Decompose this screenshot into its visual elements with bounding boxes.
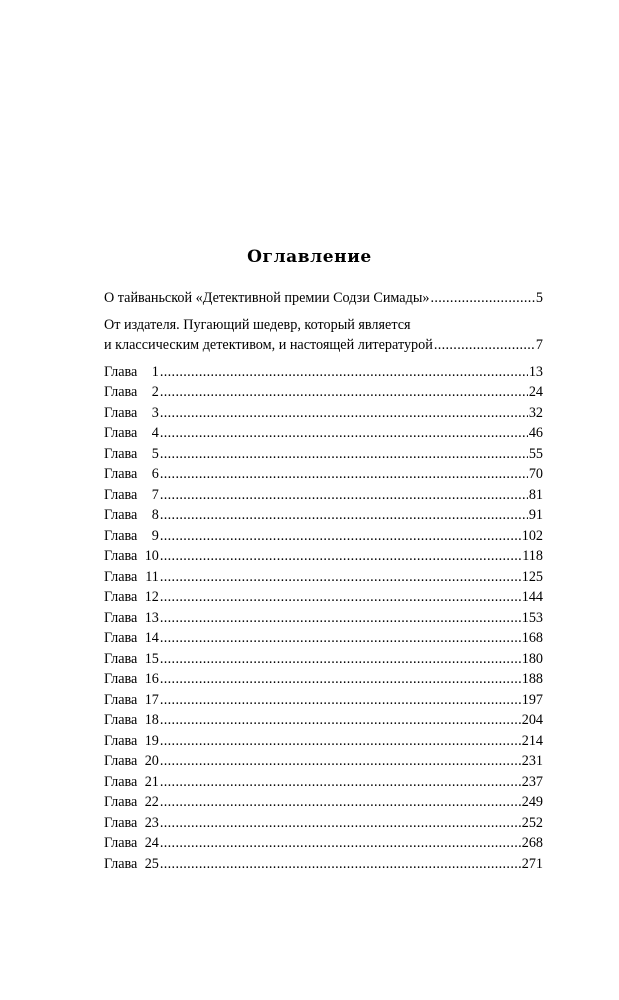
dot-leader — [160, 813, 521, 834]
toc-page-number: 24 — [528, 384, 543, 400]
chapter-word: Глава — [104, 671, 138, 687]
chapter-number: 23 — [144, 814, 159, 831]
toc-entry-chapter — [104, 751, 543, 772]
toc-page-number: 7 — [535, 337, 543, 353]
dot-leader — [160, 731, 521, 752]
toc-entry-label — [104, 751, 159, 772]
chapter-number: 8 — [151, 507, 159, 523]
toc-page-number: 55 — [528, 445, 543, 462]
chapter-number: 21 — [144, 773, 159, 790]
chapter-number: 10 — [144, 548, 159, 564]
toc-entry-label — [104, 362, 159, 383]
dot-leader — [160, 690, 521, 711]
dot-leader — [160, 505, 528, 526]
toc-entry-chapter — [104, 608, 543, 629]
chapter-number: 17 — [144, 691, 159, 708]
chapter-word: Глава — [104, 568, 138, 585]
chapter-number: 3 — [151, 404, 159, 421]
chapter-word: Глава — [104, 486, 138, 503]
toc-entry-label — [104, 608, 159, 629]
toc-entry-chapter — [104, 464, 543, 485]
dot-leader — [160, 608, 521, 629]
dot-leader — [160, 567, 521, 588]
dot-leader — [160, 669, 521, 690]
dot-leader — [160, 423, 528, 444]
toc-page-number: 180 — [521, 650, 543, 667]
dot-leader — [160, 710, 521, 731]
toc-entry-chapter — [104, 546, 543, 567]
chapter-word: Глава — [104, 630, 138, 646]
toc-entry-label — [104, 485, 159, 506]
dot-leader — [160, 854, 521, 875]
dot-leader — [160, 649, 521, 670]
chapter-word: Глава — [104, 425, 138, 441]
chapter-word: Глава — [104, 363, 138, 380]
chapter-number: 20 — [144, 753, 159, 769]
toc-entry-chapter — [104, 792, 543, 813]
toc-entry-chapter — [104, 362, 543, 383]
dot-leader — [160, 792, 521, 813]
toc-page-number: 237 — [521, 773, 543, 790]
toc-page-number: 70 — [528, 466, 543, 482]
toc-entry-label — [104, 587, 159, 608]
chapter-word: Глава — [104, 548, 138, 564]
toc-entry-chapter — [104, 628, 543, 649]
toc-page-number: 5 — [535, 290, 543, 306]
toc-entry-chapter — [104, 813, 543, 834]
toc-entry-label — [104, 444, 159, 465]
toc-entry-label — [104, 792, 159, 813]
chapter-word: Глава — [104, 609, 138, 626]
toc-entry-label — [104, 382, 159, 403]
chapter-number: 14 — [144, 630, 159, 646]
chapter-number: 9 — [151, 527, 159, 544]
toc-page-number: 249 — [521, 794, 543, 810]
toc-page-number: 125 — [521, 568, 543, 585]
chapter-number: 25 — [144, 855, 159, 872]
chapter-number: 12 — [144, 589, 159, 605]
toc-entry-chapter — [104, 854, 543, 875]
chapter-number: 13 — [144, 609, 159, 626]
toc-entry-label — [104, 854, 159, 875]
toc-entry-label — [104, 833, 159, 854]
dot-leader — [434, 335, 535, 356]
toc-entry-label — [104, 731, 159, 752]
chapter-word: Глава — [104, 773, 138, 790]
toc-entry-chapter — [104, 669, 543, 690]
toc-entry-label — [104, 526, 159, 547]
toc-entry-label — [104, 567, 159, 588]
chapter-number: 15 — [144, 650, 159, 667]
chapter-word: Глава — [104, 732, 138, 749]
toc-page-number: 144 — [521, 589, 543, 605]
dot-leader — [160, 382, 528, 403]
toc-entry-chapter — [104, 485, 543, 506]
toc-entry-chapter — [104, 710, 543, 731]
toc-entry-chapter — [104, 382, 543, 403]
toc-entry-label — [104, 403, 159, 424]
toc-page-number: 118 — [522, 548, 543, 564]
chapter-word: Глава — [104, 507, 138, 523]
toc-entry-label — [104, 813, 159, 834]
chapter-word: Глава — [104, 384, 138, 400]
chapter-number: 11 — [145, 568, 159, 585]
dot-leader — [160, 444, 528, 465]
chapter-number: 1 — [151, 363, 159, 380]
toc-entry-label-line1: От издателя. Пугающий шедевр, который является — [104, 316, 411, 333]
toc-entry-chapter — [104, 423, 543, 444]
dot-leader — [160, 628, 521, 649]
toc-page-number: 197 — [521, 691, 543, 708]
dot-leader — [160, 403, 528, 424]
chapter-number: 22 — [144, 794, 159, 810]
toc-entry-chapter — [104, 772, 543, 793]
chapter-number: 19 — [144, 732, 159, 749]
toc-entry-chapter — [104, 690, 543, 711]
toc-page-number: 204 — [521, 712, 543, 728]
chapter-word: Глава — [104, 445, 138, 462]
toc-entry-label — [104, 669, 159, 690]
toc-page-number: 102 — [521, 527, 543, 544]
chapter-number: 7 — [151, 486, 159, 503]
toc-page-number: 13 — [528, 363, 543, 380]
toc-entry-chapter — [104, 444, 543, 465]
chapter-word: Глава — [104, 466, 138, 482]
toc-entry-chapter — [104, 526, 543, 547]
toc-page-number: 188 — [521, 671, 543, 687]
toc-entry-label — [104, 772, 159, 793]
toc-entry-label — [104, 628, 159, 649]
chapter-word: Глава — [104, 753, 138, 769]
toc-page-number: 252 — [521, 814, 543, 831]
dot-leader — [160, 464, 528, 485]
toc-entry-chapter — [104, 567, 543, 588]
chapter-number: 16 — [144, 671, 159, 687]
chapter-word: Глава — [104, 527, 138, 544]
dot-leader — [160, 772, 521, 793]
toc-page-number: 231 — [521, 753, 543, 769]
toc-entry-publisher — [104, 315, 543, 356]
dot-leader — [160, 485, 528, 506]
chapter-word: Глава — [104, 404, 138, 421]
chapter-number: 4 — [151, 425, 159, 441]
toc-entry-label — [104, 505, 159, 526]
toc-page-number: 32 — [528, 404, 543, 421]
toc-entry-chapter — [104, 505, 543, 526]
chapter-word: Глава — [104, 835, 138, 851]
chapter-word: Глава — [104, 712, 138, 728]
toc-page-number: 46 — [528, 425, 543, 441]
toc-entry-label — [104, 464, 159, 485]
toc-page-number: 153 — [521, 609, 543, 626]
toc-entry-label — [104, 710, 159, 731]
dot-leader — [160, 833, 521, 854]
toc-entry-chapter — [104, 731, 543, 752]
chapter-word: Глава — [104, 650, 138, 667]
chapter-word: Глава — [104, 855, 138, 872]
toc-entry-chapter — [104, 403, 543, 424]
chapter-word: Глава — [104, 794, 138, 810]
toc-entry-chapter — [104, 649, 543, 670]
toc-page-number: 268 — [521, 835, 543, 851]
toc-entry-label — [104, 690, 159, 711]
chapter-list — [104, 362, 543, 875]
dot-leader — [160, 546, 521, 567]
toc-page-number: 91 — [528, 507, 543, 523]
dot-leader — [160, 751, 521, 772]
chapter-number: 5 — [151, 445, 159, 462]
chapter-word: Глава — [104, 691, 138, 708]
toc-entry-label — [104, 649, 159, 670]
toc-page-number: 168 — [521, 630, 543, 646]
toc-entry-label — [104, 546, 159, 567]
chapter-word: Глава — [104, 814, 138, 831]
toc-entry-label: О тайваньской «Детективной премии Содзи Симады» — [104, 290, 430, 306]
chapter-number: 6 — [151, 466, 159, 482]
toc-entry-award — [104, 288, 543, 309]
toc-entry-label-line2: и классическим детективом, и настоящей литературой — [104, 337, 433, 353]
toc-entry-chapter — [104, 587, 543, 608]
chapter-number: 24 — [144, 835, 159, 851]
dot-leader — [160, 362, 528, 383]
chapter-word: Глава — [104, 589, 138, 605]
toc-page-number: 214 — [521, 732, 543, 749]
toc-entry-label — [104, 423, 159, 444]
toc-page-number: 81 — [528, 486, 543, 503]
chapter-number: 2 — [151, 384, 159, 400]
page-title: Оглавление — [247, 247, 372, 267]
toc-page-number: 271 — [521, 855, 543, 872]
toc-entry-chapter — [104, 833, 543, 854]
dot-leader — [160, 587, 521, 608]
table-of-contents — [104, 288, 543, 874]
chapter-number: 18 — [144, 712, 159, 728]
dot-leader — [430, 288, 534, 309]
dot-leader — [160, 526, 521, 547]
